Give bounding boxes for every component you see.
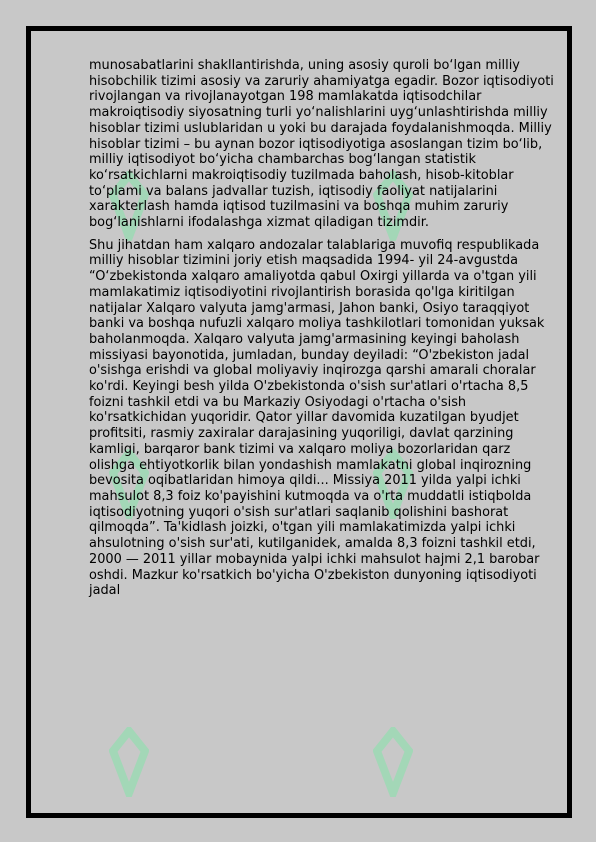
diamond-watermark-icon [109,727,149,797]
page-frame [26,26,572,818]
diamond-watermark-icon [373,727,413,797]
paragraph-1: munosabatlarini shakllantirishda, uning asosiy quroli bo‘lgan milliy hisobchilik tizimi asosiy va zaruriy ahamiyatga egadir. Bozor iqtisodiyoti rivojlangan va rivojlanayotgan 198 mamlakatda iqtisodchilar makroiqtisodiy siyosatning turli yo‘nalishlarini uyg‘unlashtirishda milliy hisoblar tizimi uslublaridan u yoki bu darajada foydalanishmoqda. Milliy hisoblar tizimi – bu aynan bozor iqtisodiyotiga asoslangan tizim bo‘lib, milliy iqtisodiyot bo‘yicha chambarchas bog‘langan statistik ko‘rsatkichlarni makroiqtisodiy tuzilmada baholash, hisob-kitoblar to‘plami va balans jadvallar tuzish, iqtisodiy faoliyat natijalarini xarakterlash hamda iqtisod tuzilmasini va boshqa muhim zaruriy bog‘lanishlarni ifodalashga xizmat qiladigan tizimdir. [89,58,554,231]
paragraph-2: Shu jihatdan ham xalqaro andozalar talablariga muvofiq respublikada milliy hisoblar tizimini joriy etish maqsadida 1994- yil 24-avgustda “O‘zbekistonda xalqaro amaliyotda qabul Oxirgi yillarda va o'tgan yili mamlakatimiz iqtisodiyotini rivojlantirish borasida qo'lga kiritilgan natijalar Xalqaro valyuta jamg'armasi, Jahon banki, Osiyo taraqqiyot banki va boshqa nufuzli xalqaro moliya tashkilotlari tomonidan yuksak baholanmoqda. Xalqaro valyuta jamg'armasining keyingi baholash missiyasi bayonotida, jumladan, bunday deyiladi: “O'zbekiston jadal o'sishga erishdi va global moliyaviy inqirozga qarshi amarali choralar ko'rdi. Keyingi besh yilda O'zbekistonda o'sish sur'atlari o'rtacha 8,5 foizni tashkil etdi va bu Markaziy Osiyodagi o'rtacha o'sish ko'rsatkichidan yuqoridir. Qator yillar davomida kuzatilgan byudjet profitsiti, rasmiy zaxiralar darajasining yuqoriligi, davlat qarzining kamligi, barqaror bank tizimi va xalqaro moliya bozorlaridan qarz olishga ehtiyotkorlik bilan yondashish mamlakatni global inqirozning bevosita oqibatlaridan himoya qildi... Missiya 2011 yilda yalpi ichki mahsulot 8,3 foiz ko'payishini kutmoqda va o'rta muddatli istiqbolda iqtisodiyotning yuqori o'sish sur'atlari saqlanib qolishini bashorat qilmoqda”. Ta'kidlash joizki, o'tgan yili mamlakatimizda yalpi ichki ahsulotning o'sish sur'ati, kutilganidek, amalda 8,3 foizni tashkil etdi, 2000 — 2011 yillar mobaynida yalpi ichki mahsulot hajmi 2,1 barobar oshdi. Mazkur ko'rsatkich bo'yicha O'zbekiston dunyoning iqtisodiyoti jadal [89,237,545,599]
document-body [89,58,559,606]
